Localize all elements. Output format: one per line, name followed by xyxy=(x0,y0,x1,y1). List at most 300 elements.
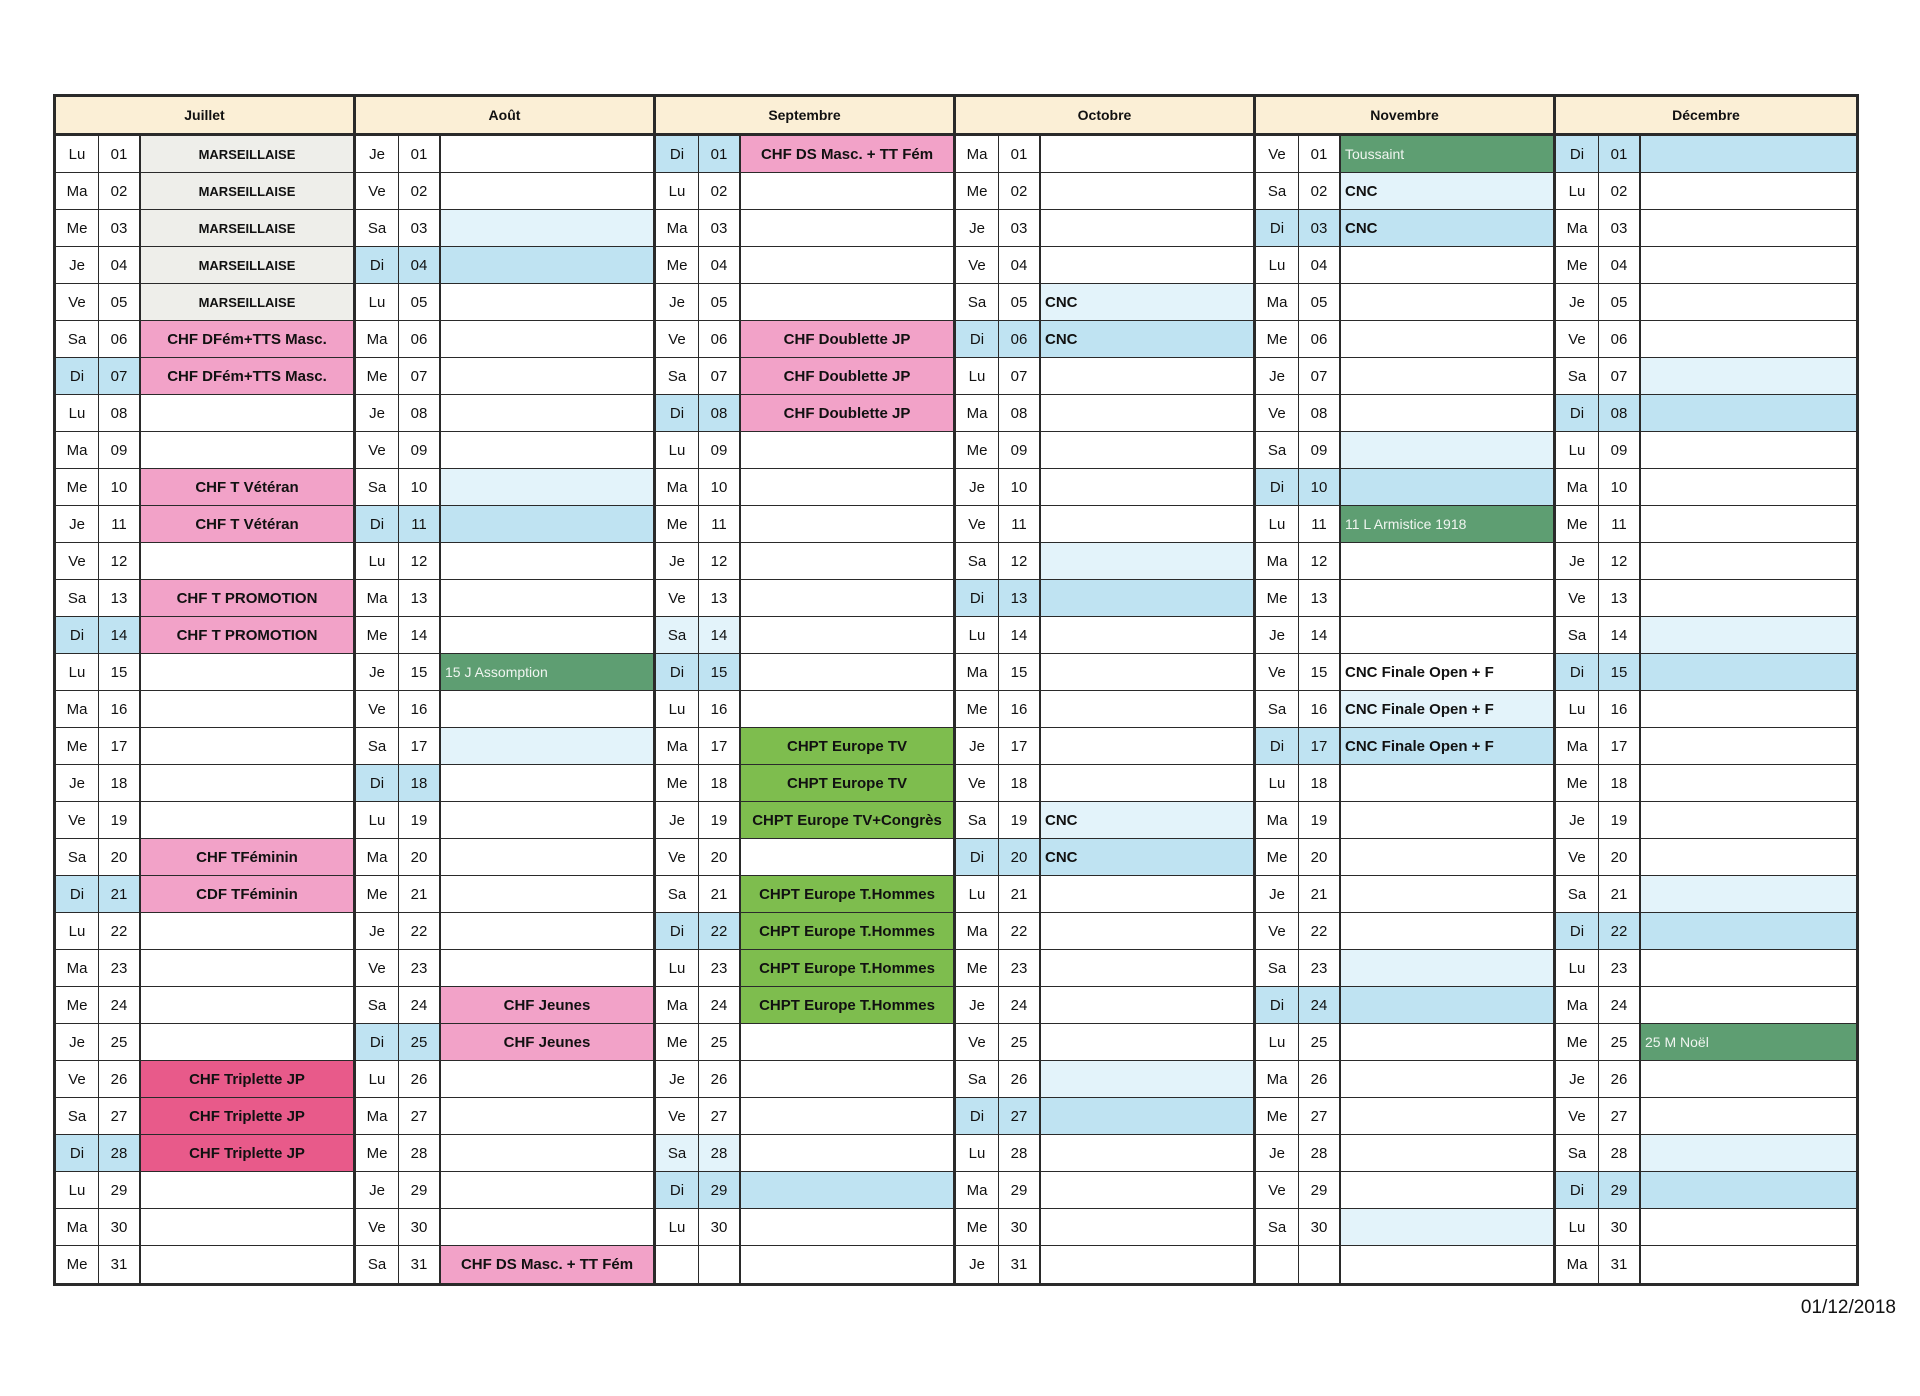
weekday-cell: Sa xyxy=(956,802,999,838)
day-row xyxy=(356,506,653,543)
day-row xyxy=(1556,210,1856,247)
day-row xyxy=(356,765,653,802)
date-number-cell: 17 xyxy=(399,728,441,764)
day-row xyxy=(56,654,353,691)
weekday-cell: Me xyxy=(1556,1024,1599,1060)
date-number-cell: 05 xyxy=(1599,284,1641,320)
date-number-cell: 04 xyxy=(99,247,141,283)
date-number-cell: 26 xyxy=(1599,1061,1641,1097)
date-number-cell: 30 xyxy=(399,1209,441,1245)
event-cell xyxy=(441,876,653,912)
event-cell xyxy=(1041,247,1253,283)
event-cell xyxy=(1041,691,1253,727)
day-row xyxy=(356,469,653,506)
day-row xyxy=(356,284,653,321)
event-cell xyxy=(1641,1246,1856,1283)
event-cell xyxy=(741,1024,953,1060)
date-number-cell: 25 xyxy=(399,1024,441,1060)
event-cell xyxy=(741,506,953,542)
event-cell xyxy=(441,691,653,727)
weekday-cell: Me xyxy=(1256,1098,1299,1134)
event-cell xyxy=(1341,395,1553,431)
date-number-cell: 24 xyxy=(1599,987,1641,1023)
weekday-cell: Je xyxy=(1556,543,1599,579)
weekday-cell xyxy=(656,1246,699,1283)
day-row xyxy=(656,469,953,506)
event-cell: MARSEILLAISE xyxy=(141,284,353,320)
weekday-cell: Ve xyxy=(56,543,99,579)
date-number-cell: 24 xyxy=(1299,987,1341,1023)
weekday-cell: Ma xyxy=(56,950,99,986)
date-number-cell: 23 xyxy=(999,950,1041,986)
day-row xyxy=(1556,1135,1856,1172)
weekday-cell: Sa xyxy=(1256,1209,1299,1245)
date-number-cell: 09 xyxy=(399,432,441,468)
event-cell: CHF DS Masc. + TT Fém xyxy=(441,1246,653,1283)
date-number-cell: 13 xyxy=(699,580,741,616)
weekday-cell: Ve xyxy=(656,839,699,875)
date-number-cell: 12 xyxy=(999,543,1041,579)
day-row xyxy=(56,395,353,432)
day-row xyxy=(1256,654,1553,691)
day-row xyxy=(656,1024,953,1061)
event-cell xyxy=(741,1172,953,1208)
day-row xyxy=(1256,1172,1553,1209)
day-row xyxy=(356,617,653,654)
event-cell xyxy=(1341,543,1553,579)
weekday-cell: Lu xyxy=(356,1061,399,1097)
weekday-cell: Sa xyxy=(1556,876,1599,912)
day-row xyxy=(1556,284,1856,321)
date-number-cell: 07 xyxy=(1599,358,1641,394)
date-number-cell: 30 xyxy=(1299,1209,1341,1245)
day-row xyxy=(656,580,953,617)
event-cell xyxy=(141,543,353,579)
day-row xyxy=(656,136,953,173)
date-number-cell xyxy=(1299,1246,1341,1283)
weekday-cell: Me xyxy=(356,876,399,912)
event-cell xyxy=(441,802,653,838)
event-cell xyxy=(441,321,653,357)
date-number-cell: 23 xyxy=(99,950,141,986)
day-row xyxy=(1256,1209,1553,1246)
day-row xyxy=(956,1246,1253,1283)
day-row xyxy=(956,617,1253,654)
date-number-cell: 14 xyxy=(99,617,141,653)
event-cell xyxy=(1341,469,1553,505)
date-number-cell: 21 xyxy=(1299,876,1341,912)
date-number-cell: 22 xyxy=(1599,913,1641,949)
date-number-cell: 23 xyxy=(1599,950,1641,986)
event-cell: CHPT Europe T.Hommes xyxy=(741,876,953,912)
date-number-cell: 08 xyxy=(1299,395,1341,431)
event-cell: CHPT Europe T.Hommes xyxy=(741,950,953,986)
date-number-cell: 27 xyxy=(399,1098,441,1134)
event-cell: Toussaint xyxy=(1341,136,1553,172)
date-number-cell: 23 xyxy=(1299,950,1341,986)
event-cell xyxy=(1041,1209,1253,1245)
weekday-cell: Di xyxy=(656,654,699,690)
date-number-cell: 08 xyxy=(399,395,441,431)
event-cell xyxy=(141,1209,353,1245)
day-row xyxy=(1556,321,1856,358)
month-header: Août xyxy=(356,97,653,136)
event-cell xyxy=(441,136,653,172)
weekday-cell: Me xyxy=(656,765,699,801)
event-cell: CHF Jeunes xyxy=(441,987,653,1023)
date-number-cell: 22 xyxy=(699,913,741,949)
event-cell xyxy=(441,358,653,394)
event-cell xyxy=(1641,1209,1856,1245)
weekday-cell: Ve xyxy=(1256,1172,1299,1208)
month-column xyxy=(1556,97,1856,1283)
date-number-cell: 28 xyxy=(399,1135,441,1171)
month-header: Novembre xyxy=(1256,97,1553,136)
event-cell xyxy=(1641,543,1856,579)
date-number-cell: 13 xyxy=(399,580,441,616)
date-number-cell: 11 xyxy=(1599,506,1641,542)
weekday-cell: Me xyxy=(1556,765,1599,801)
month-column xyxy=(356,97,656,1283)
date-number-cell: 31 xyxy=(399,1246,441,1283)
event-cell xyxy=(441,913,653,949)
event-cell: CHF Triplette JP xyxy=(141,1135,353,1171)
weekday-cell: Ma xyxy=(656,728,699,764)
date-number-cell: 21 xyxy=(699,876,741,912)
event-cell xyxy=(1641,395,1856,431)
weekday-cell: Je xyxy=(1556,284,1599,320)
event-cell: CNC xyxy=(1041,802,1253,838)
date-number-cell: 31 xyxy=(1599,1246,1641,1283)
day-row xyxy=(956,802,1253,839)
event-cell xyxy=(1641,1172,1856,1208)
day-row xyxy=(356,136,653,173)
date-number-cell: 03 xyxy=(1599,210,1641,246)
weekday-cell: Je xyxy=(956,987,999,1023)
date-number-cell: 01 xyxy=(1299,136,1341,172)
date-number-cell: 20 xyxy=(99,839,141,875)
event-cell xyxy=(1641,728,1856,764)
date-number-cell: 22 xyxy=(999,913,1041,949)
weekday-cell: Ve xyxy=(356,950,399,986)
weekday-cell: Lu xyxy=(956,1135,999,1171)
weekday-cell: Je xyxy=(656,1061,699,1097)
date-number-cell: 17 xyxy=(99,728,141,764)
date-number-cell: 20 xyxy=(999,839,1041,875)
event-cell: CHF TFéminin xyxy=(141,839,353,875)
day-row xyxy=(656,1209,953,1246)
date-number-cell: 18 xyxy=(99,765,141,801)
date-number-cell: 04 xyxy=(699,247,741,283)
event-cell xyxy=(741,432,953,468)
weekday-cell: Lu xyxy=(356,802,399,838)
day-row xyxy=(1256,839,1553,876)
month-column xyxy=(1256,97,1556,1283)
weekday-cell: Di xyxy=(56,617,99,653)
date-number-cell: 10 xyxy=(699,469,741,505)
weekday-cell: Lu xyxy=(56,136,99,172)
date-number-cell: 05 xyxy=(1299,284,1341,320)
month-header: Juillet xyxy=(56,97,353,136)
event-cell: 25 M Noël xyxy=(1641,1024,1856,1060)
event-cell xyxy=(141,654,353,690)
event-cell xyxy=(1641,617,1856,653)
date-number-cell: 21 xyxy=(1599,876,1641,912)
date-number-cell: 01 xyxy=(1599,136,1641,172)
weekday-cell: Je xyxy=(356,654,399,690)
day-row xyxy=(356,1061,653,1098)
day-row xyxy=(1256,1024,1553,1061)
weekday-cell: Ve xyxy=(956,506,999,542)
date-number-cell: 27 xyxy=(99,1098,141,1134)
day-row xyxy=(356,395,653,432)
weekday-cell: Ma xyxy=(1256,1061,1299,1097)
day-row xyxy=(356,1172,653,1209)
weekday-cell: Ve xyxy=(656,1098,699,1134)
event-cell: MARSEILLAISE xyxy=(141,210,353,246)
weekday-cell: Me xyxy=(1256,580,1299,616)
date-number-cell: 27 xyxy=(999,1098,1041,1134)
weekday-cell: Je xyxy=(56,1024,99,1060)
day-row xyxy=(1256,765,1553,802)
weekday-cell: Sa xyxy=(356,1246,399,1283)
date-number-cell: 02 xyxy=(1599,173,1641,209)
event-cell xyxy=(441,1172,653,1208)
weekday-cell: Je xyxy=(956,210,999,246)
event-cell xyxy=(1341,765,1553,801)
day-row xyxy=(656,1135,953,1172)
weekday-cell: Lu xyxy=(656,1209,699,1245)
date-number-cell: 11 xyxy=(1299,506,1341,542)
day-row xyxy=(56,432,353,469)
weekday-cell: Ma xyxy=(956,1172,999,1208)
date-number-cell: 11 xyxy=(699,506,741,542)
day-row xyxy=(1556,987,1856,1024)
day-row xyxy=(356,839,653,876)
date-number-cell: 02 xyxy=(699,173,741,209)
event-cell: CHF DFém+TTS Masc. xyxy=(141,321,353,357)
day-row xyxy=(656,543,953,580)
date-number-cell: 25 xyxy=(999,1024,1041,1060)
date-number-cell: 07 xyxy=(1299,358,1341,394)
event-cell xyxy=(741,580,953,616)
day-row xyxy=(1556,469,1856,506)
day-row xyxy=(56,543,353,580)
date-number-cell: 14 xyxy=(399,617,441,653)
day-row xyxy=(956,913,1253,950)
date-number-cell: 14 xyxy=(1599,617,1641,653)
event-cell: CNC xyxy=(1341,210,1553,246)
event-cell xyxy=(1041,728,1253,764)
event-cell xyxy=(441,247,653,283)
day-row xyxy=(56,765,353,802)
day-row xyxy=(956,284,1253,321)
day-row xyxy=(656,913,953,950)
event-cell: CNC xyxy=(1041,321,1253,357)
event-cell xyxy=(1041,358,1253,394)
day-row xyxy=(56,950,353,987)
weekday-cell: Ma xyxy=(1256,802,1299,838)
date-number-cell: 17 xyxy=(1599,728,1641,764)
day-row xyxy=(56,173,353,210)
date-number-cell: 26 xyxy=(99,1061,141,1097)
event-cell xyxy=(1041,543,1253,579)
day-row xyxy=(1556,543,1856,580)
date-number-cell: 17 xyxy=(999,728,1041,764)
day-row xyxy=(356,691,653,728)
date-number-cell: 23 xyxy=(699,950,741,986)
weekday-cell: Lu xyxy=(656,432,699,468)
date-number-cell: 02 xyxy=(99,173,141,209)
day-row xyxy=(1556,1061,1856,1098)
event-cell: MARSEILLAISE xyxy=(141,247,353,283)
day-row xyxy=(356,913,653,950)
day-row xyxy=(56,506,353,543)
day-row xyxy=(956,321,1253,358)
weekday-cell: Di xyxy=(1556,136,1599,172)
weekday-cell: Je xyxy=(1256,358,1299,394)
day-row xyxy=(356,173,653,210)
event-cell xyxy=(1641,284,1856,320)
date-number-cell: 11 xyxy=(999,506,1041,542)
day-row xyxy=(356,654,653,691)
weekday-cell: Di xyxy=(56,876,99,912)
event-cell: CHF Jeunes xyxy=(441,1024,653,1060)
weekday-cell: Me xyxy=(956,950,999,986)
event-cell xyxy=(1041,617,1253,653)
calendar-table xyxy=(53,94,1859,1286)
date-number-cell: 02 xyxy=(1299,173,1341,209)
day-row xyxy=(956,876,1253,913)
date-number-cell: 07 xyxy=(99,358,141,394)
weekday-cell: Ve xyxy=(1256,136,1299,172)
date-number-cell: 17 xyxy=(699,728,741,764)
date-number-cell: 29 xyxy=(999,1172,1041,1208)
event-cell xyxy=(441,839,653,875)
date-number-cell: 20 xyxy=(699,839,741,875)
weekday-cell: Di xyxy=(1256,469,1299,505)
day-row xyxy=(56,1135,353,1172)
weekday-cell: Sa xyxy=(1556,617,1599,653)
event-cell: CHF Doublette JP xyxy=(741,358,953,394)
date-number-cell: 18 xyxy=(1599,765,1641,801)
event-cell: CHPT Europe TV xyxy=(741,765,953,801)
weekday-cell: Sa xyxy=(1556,358,1599,394)
date-number-cell: 29 xyxy=(1299,1172,1341,1208)
date-number-cell: 28 xyxy=(1299,1135,1341,1171)
date-number-cell: 09 xyxy=(1599,432,1641,468)
event-cell xyxy=(141,395,353,431)
weekday-cell: Ma xyxy=(1556,728,1599,764)
event-cell xyxy=(741,839,953,875)
event-cell xyxy=(141,1172,353,1208)
weekday-cell: Sa xyxy=(356,469,399,505)
day-row xyxy=(1556,728,1856,765)
date-number-cell: 21 xyxy=(99,876,141,912)
weekday-cell: Ve xyxy=(956,247,999,283)
weekday-cell: Me xyxy=(356,1135,399,1171)
day-row xyxy=(356,802,653,839)
weekday-cell: Lu xyxy=(1256,765,1299,801)
weekday-cell: Je xyxy=(356,913,399,949)
day-row xyxy=(356,321,653,358)
weekday-cell: Di xyxy=(1556,395,1599,431)
event-cell xyxy=(441,950,653,986)
date-number-cell: 25 xyxy=(699,1024,741,1060)
day-row xyxy=(656,395,953,432)
weekday-cell: Lu xyxy=(1556,691,1599,727)
date-number-cell: 10 xyxy=(99,469,141,505)
weekday-cell: Ve xyxy=(956,765,999,801)
day-row xyxy=(56,617,353,654)
event-cell: CHPT Europe TV+Congrès xyxy=(741,802,953,838)
event-cell xyxy=(1341,802,1553,838)
day-row xyxy=(56,987,353,1024)
weekday-cell: Ma xyxy=(356,580,399,616)
event-cell: CHF Triplette JP xyxy=(141,1061,353,1097)
date-number-cell: 03 xyxy=(1299,210,1341,246)
weekday-cell: Me xyxy=(656,1024,699,1060)
date-number-cell: 07 xyxy=(699,358,741,394)
event-cell: CHPT Europe TV xyxy=(741,728,953,764)
date-number-cell: 30 xyxy=(1599,1209,1641,1245)
event-cell xyxy=(141,1024,353,1060)
day-row xyxy=(1556,950,1856,987)
event-cell xyxy=(1041,1172,1253,1208)
weekday-cell: Lu xyxy=(356,543,399,579)
event-cell xyxy=(1041,1246,1253,1283)
event-cell xyxy=(1341,1098,1553,1134)
event-cell: MARSEILLAISE xyxy=(141,136,353,172)
event-cell xyxy=(141,432,353,468)
weekday-cell: Lu xyxy=(56,1172,99,1208)
event-cell xyxy=(1641,765,1856,801)
weekday-cell: Di xyxy=(656,395,699,431)
date-number-cell xyxy=(699,1246,741,1283)
weekday-cell: Di xyxy=(356,247,399,283)
day-row xyxy=(56,580,353,617)
date-number-cell: 02 xyxy=(399,173,441,209)
event-cell xyxy=(141,691,353,727)
event-cell xyxy=(1041,1024,1253,1060)
weekday-cell: Je xyxy=(1256,1135,1299,1171)
event-cell xyxy=(1341,358,1553,394)
event-cell xyxy=(1641,1061,1856,1097)
weekday-cell: Ma xyxy=(1556,1246,1599,1283)
day-row xyxy=(956,432,1253,469)
day-row xyxy=(956,395,1253,432)
date-number-cell: 06 xyxy=(1599,321,1641,357)
event-cell xyxy=(1341,1246,1553,1283)
event-cell xyxy=(141,987,353,1023)
date-number-cell: 25 xyxy=(99,1024,141,1060)
date-number-cell: 10 xyxy=(999,469,1041,505)
event-cell: 15 J Assomption xyxy=(441,654,653,690)
weekday-cell: Je xyxy=(656,802,699,838)
date-number-cell: 08 xyxy=(699,395,741,431)
day-row xyxy=(1556,136,1856,173)
event-cell xyxy=(1041,1135,1253,1171)
event-cell xyxy=(1041,1098,1253,1134)
event-cell xyxy=(1041,950,1253,986)
day-row xyxy=(1256,136,1553,173)
date-number-cell: 13 xyxy=(999,580,1041,616)
date-number-cell: 10 xyxy=(399,469,441,505)
weekday-cell: Di xyxy=(656,1172,699,1208)
day-row xyxy=(656,1098,953,1135)
day-row xyxy=(956,1061,1253,1098)
weekday-cell: Lu xyxy=(1556,432,1599,468)
